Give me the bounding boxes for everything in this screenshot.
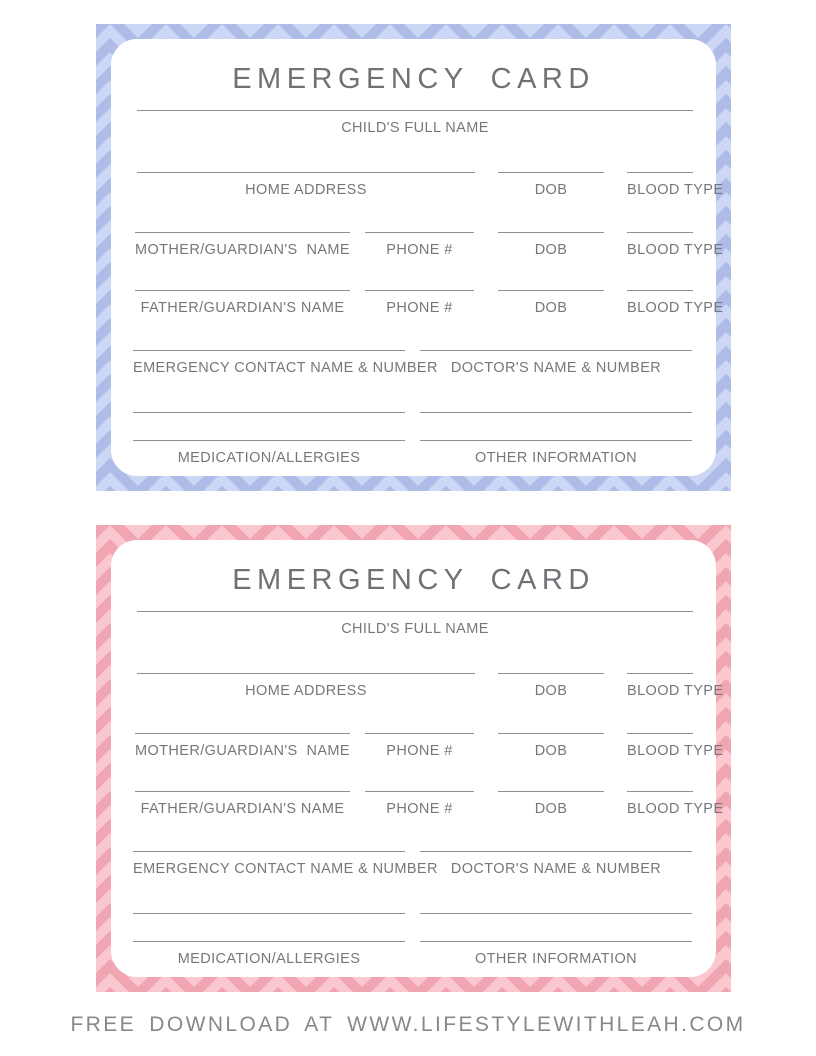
blank-write-line: [133, 913, 405, 914]
blood-type-label: BLOOD TYPE: [627, 182, 724, 198]
dob-label: DOB: [534, 683, 568, 699]
doctor-field: [420, 851, 692, 878]
medication-allergies-label: MEDICATION/ALLERGIES: [177, 951, 361, 967]
home-address-label: HOME ADDRESS: [245, 182, 367, 198]
emergency-contact-field: [133, 350, 438, 377]
mother-guardian-field: [135, 733, 350, 760]
medication-allergies-label: MEDICATION/ALLERGIES: [177, 450, 361, 466]
emergency-contact-label: EMERGENCY CONTACT NAME & NUMBER: [133, 360, 438, 376]
father-phone-field: [365, 791, 474, 818]
child-name-field: [137, 611, 693, 638]
dob-label: DOB: [534, 242, 568, 258]
other-information-field: [420, 440, 692, 467]
blank-write-line: [420, 412, 692, 413]
phone-label: PHONE #: [386, 300, 453, 316]
mother-guardian-label: MOTHER/GUARDIAN'S NAME: [135, 242, 350, 258]
doctor-label: DOCTOR'S NAME & NUMBER: [450, 360, 662, 376]
child-name-label: CHILD'S FULL NAME: [341, 621, 489, 637]
mother-phone-field: [365, 232, 474, 259]
father-guardian-field: [135, 791, 350, 818]
card-title: EMERGENCY CARD: [232, 564, 595, 597]
child-name-label: CHILD'S FULL NAME: [341, 120, 489, 136]
phone-label: PHONE #: [386, 242, 453, 258]
blood-type-label: BLOOD TYPE: [627, 801, 724, 817]
home-address-label: HOME ADDRESS: [245, 683, 367, 699]
mother-blood-type-field: [627, 733, 724, 760]
mother-guardian-field: [135, 232, 350, 259]
blood-type-label: BLOOD TYPE: [627, 242, 724, 258]
medication-allergies-field: [133, 941, 405, 968]
dob-label: DOB: [534, 300, 568, 316]
dob-label: DOB: [534, 182, 568, 198]
phone-label: PHONE #: [386, 801, 453, 817]
mother-guardian-label: MOTHER/GUARDIAN'S NAME: [135, 743, 350, 759]
home-address-field: [137, 673, 475, 700]
footer-credit: FREE DOWNLOAD AT WWW.LIFESTYLEWITHLEAH.COM: [70, 1013, 746, 1036]
emergency-contact-field: [133, 851, 438, 878]
child-blood-type-field: [627, 172, 724, 199]
blood-type-label: BLOOD TYPE: [627, 743, 724, 759]
card-title: EMERGENCY CARD: [232, 63, 595, 96]
father-dob-field: [498, 290, 604, 317]
phone-label: PHONE #: [386, 743, 453, 759]
other-information-field: [420, 941, 692, 968]
home-address-field: [137, 172, 475, 199]
father-guardian-label: FATHER/GUARDIAN'S NAME: [140, 801, 345, 817]
father-guardian-label: FATHER/GUARDIAN'S NAME: [140, 300, 345, 316]
emergency-card-pink: [96, 525, 731, 992]
father-dob-field: [498, 791, 604, 818]
blood-type-label: BLOOD TYPE: [627, 300, 724, 316]
mother-dob-field: [498, 733, 604, 760]
mother-phone-field: [365, 733, 474, 760]
dob-label: DOB: [534, 801, 568, 817]
child-dob-field: [498, 172, 604, 199]
father-blood-type-field: [627, 791, 724, 818]
child-name-field: [137, 110, 693, 137]
doctor-label: DOCTOR'S NAME & NUMBER: [450, 861, 662, 877]
child-blood-type-field: [627, 673, 724, 700]
mother-dob-field: [498, 232, 604, 259]
father-guardian-field: [135, 290, 350, 317]
emergency-card-blue: [96, 24, 731, 491]
blank-write-line: [133, 412, 405, 413]
blood-type-label: BLOOD TYPE: [627, 683, 724, 699]
medication-allergies-field: [133, 440, 405, 467]
other-information-label: OTHER INFORMATION: [475, 450, 637, 466]
dob-label: DOB: [534, 743, 568, 759]
child-dob-field: [498, 673, 604, 700]
doctor-field: [420, 350, 692, 377]
father-blood-type-field: [627, 290, 724, 317]
emergency-contact-label: EMERGENCY CONTACT NAME & NUMBER: [133, 861, 438, 877]
mother-blood-type-field: [627, 232, 724, 259]
blank-write-line: [420, 913, 692, 914]
father-phone-field: [365, 290, 474, 317]
other-information-label: OTHER INFORMATION: [475, 951, 637, 967]
